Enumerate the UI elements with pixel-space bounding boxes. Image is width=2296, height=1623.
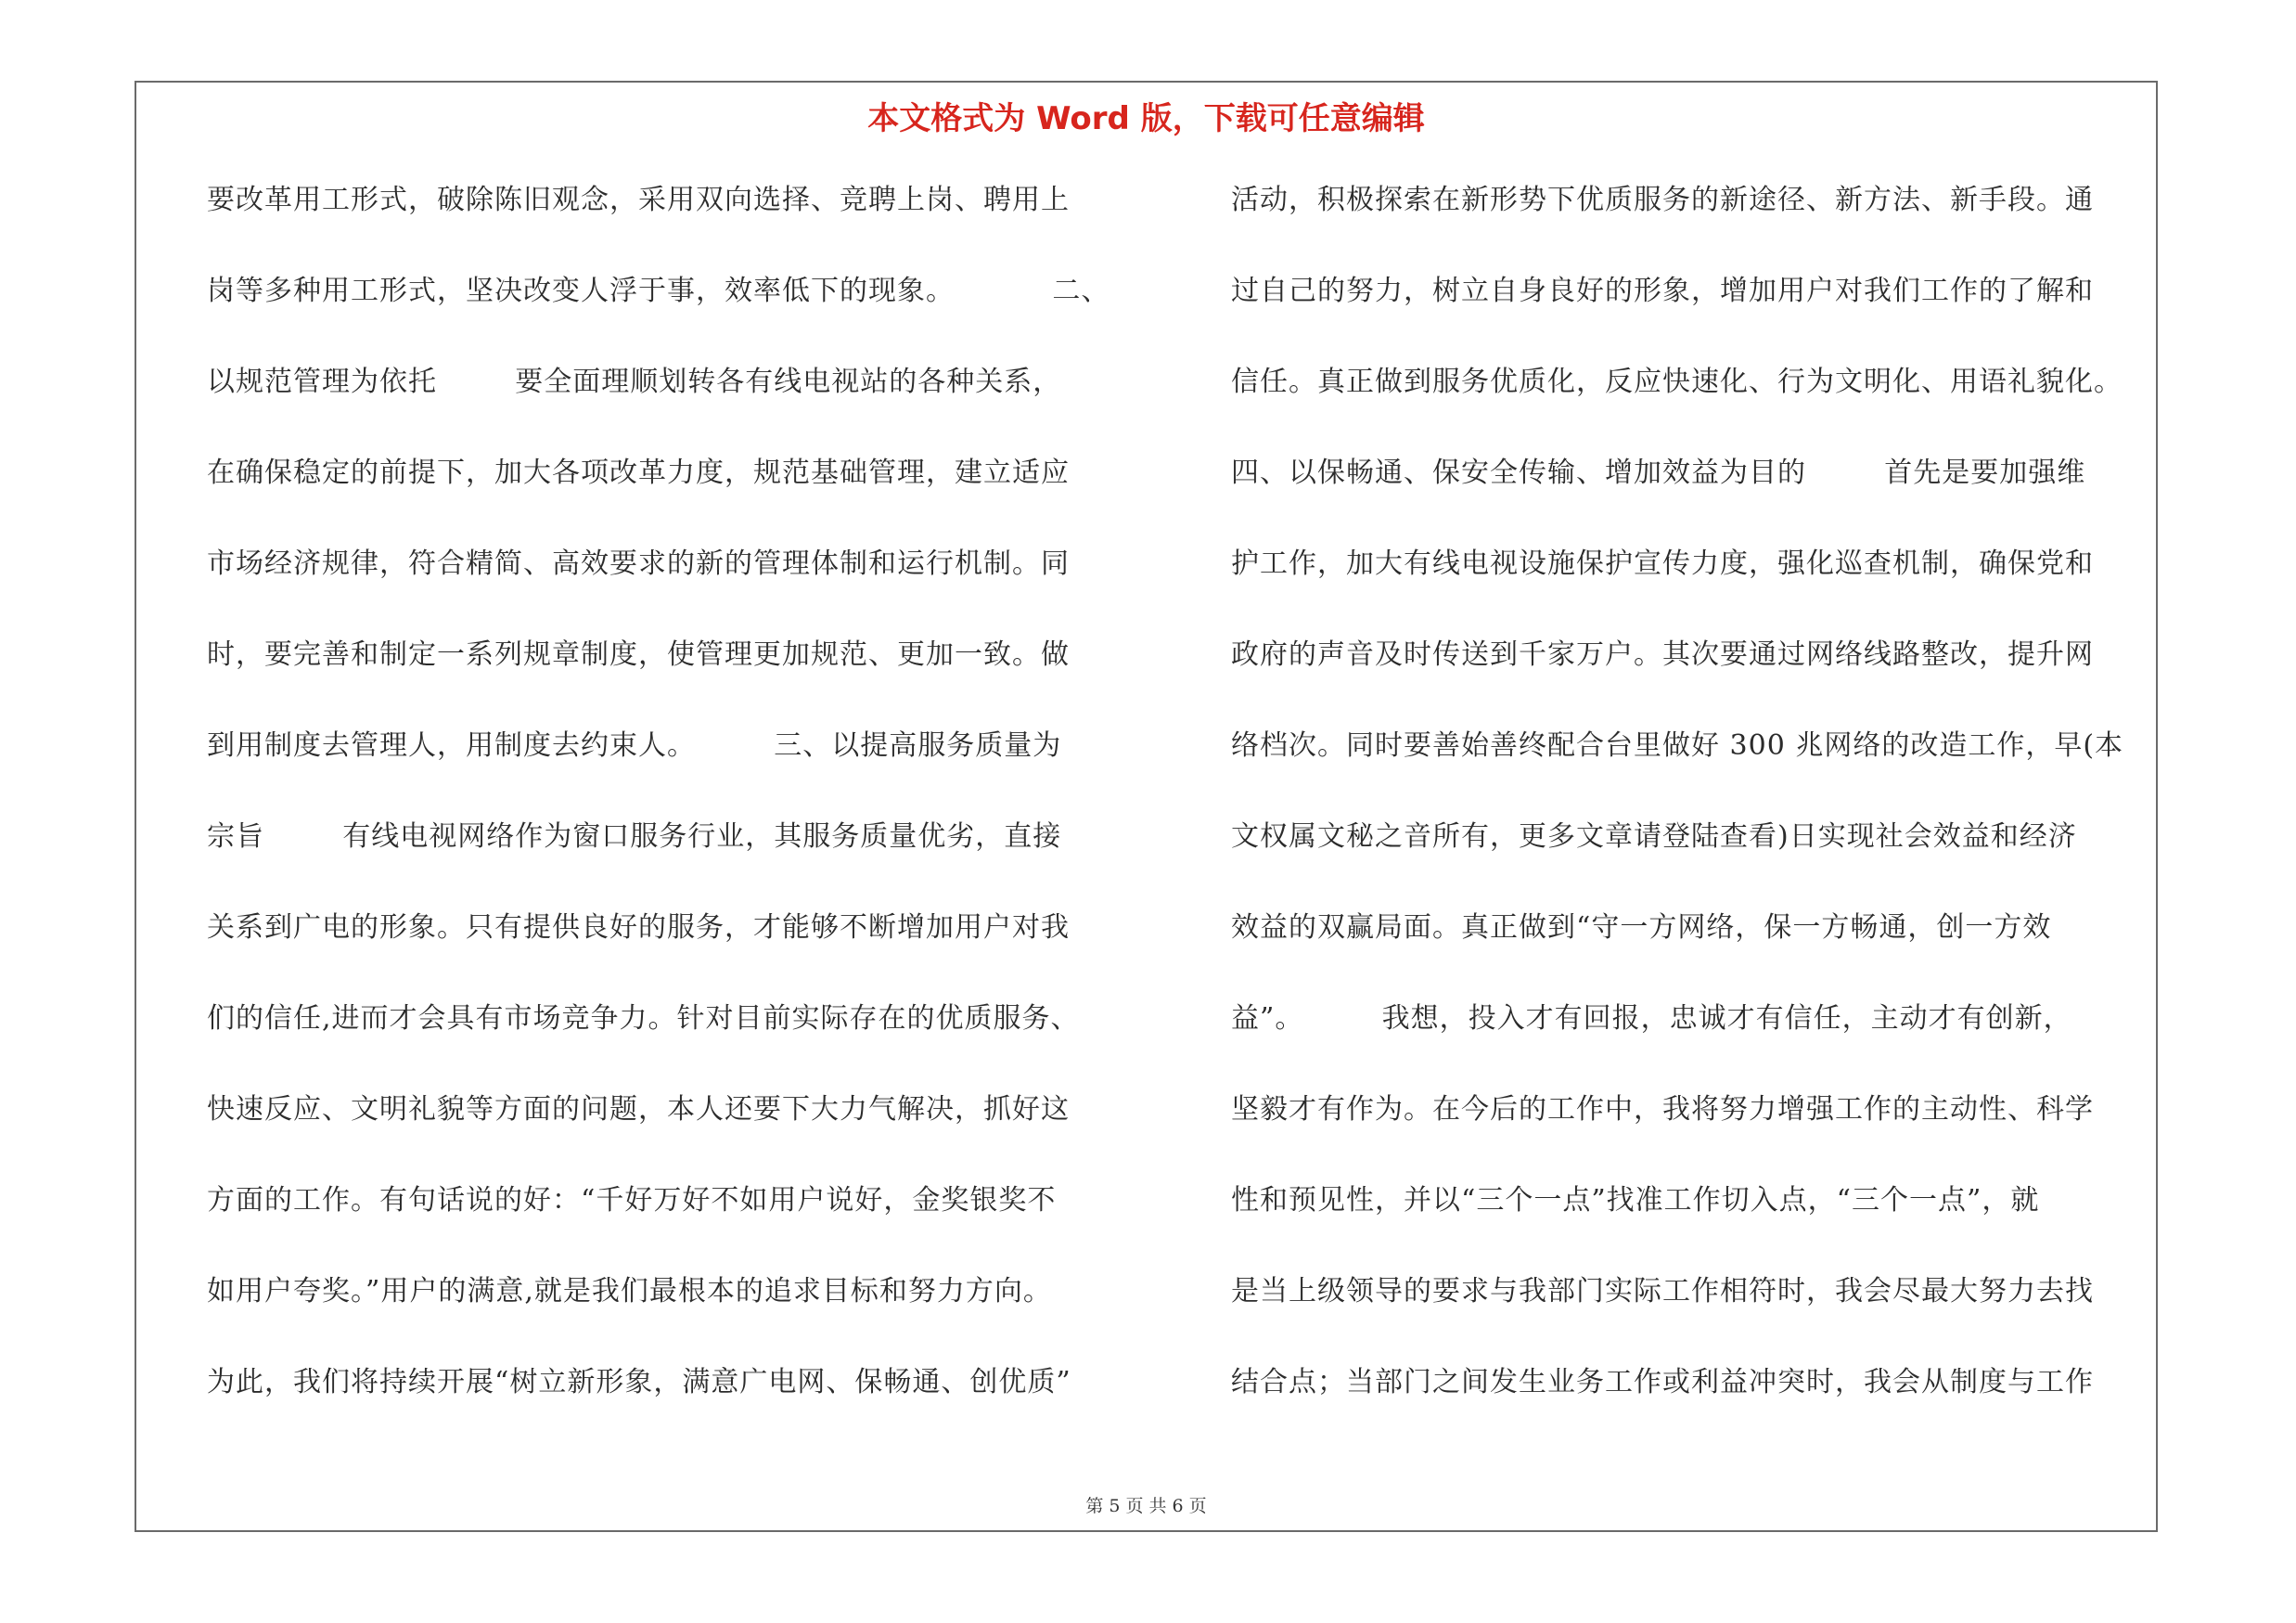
text-line: 市场经济规律，符合精简、高效要求的新的管理体制和运行机制。同 (207, 547, 1070, 580)
text-line: 过自己的努力，树立自身良好的形象，增加用户对我们工作的了解和 (1231, 275, 2094, 307)
page-frame (135, 81, 2158, 1532)
text-line: 文权属文秘之音所有，更多文章请登陆查看)日实现社会效益和经济 (1231, 820, 2077, 853)
text-line: 关系到广电的形象。只有提供良好的服务，才能够不断增加用户对我 (207, 911, 1070, 944)
text-line: 快速反应、文明礼貌等方面的问题，本人还要下大力气解决，抓好这 (207, 1093, 1070, 1126)
text-line: 岗等多种用工形式，坚决改变人浮于事，效率低下的现象。 二、 (207, 275, 1110, 307)
text-line: 时，要完善和制定一系列规章制度，使管理更加规范、更加一致。做 (207, 638, 1070, 671)
text-line: 结合点；当部门之间发生业务工作或利益冲突时，我会从制度与工作 (1231, 1366, 2094, 1398)
text-line: 到用制度去管理人，用制度去约束人。 三、以提高服务质量为 (207, 729, 1062, 762)
text-line: 益”。 我想，投入才有回报，忠诚才有信任，主动才有创新， (1231, 1002, 2072, 1035)
text-line: 活动，积极探索在新形势下优质服务的新途径、新方法、新手段。通 (1231, 184, 2094, 216)
text-line: 为此，我们将持续开展“树立新形象，满意广电网、保畅通、创优质” (207, 1366, 1071, 1398)
text-line: 方面的工作。有句话说的好：“千好万好不如用户说好，金奖银奖不 (207, 1184, 1057, 1217)
text-line: 要改革用工形式，破除陈旧观念，采用双向选择、竞聘上岗、聘用上 (207, 184, 1070, 216)
text-line: 护工作，加大有线电视设施保护宣传力度，强化巡查机制，确保党和 (1231, 547, 2094, 580)
page-number-footer: 第 5 页 共 6 页 (1085, 1496, 1207, 1516)
text-line: 坚毅才有作为。在今后的工作中，我将努力增强工作的主动性、科学 (1231, 1093, 2094, 1126)
text-line: 性和预见性，并以“三个一点”找准工作切入点，“三个一点”，就 (1231, 1184, 2040, 1217)
text-line: 在确保稳定的前提下，加大各项改革力度，规范基础管理，建立适应 (207, 457, 1070, 489)
text-line: 四、以保畅通、保安全传输、增加效益为目的 首先是要加强维 (1231, 457, 2086, 489)
text-line: 们的信任,进而才会具有市场竞争力。针对目前实际存在的优质服务、 (207, 1002, 1080, 1035)
left-text-column (207, 155, 1135, 1428)
format-notice-banner: 本文格式为 Word 版，下载可任意编辑 (867, 100, 1425, 137)
text-line: 信任。真正做到服务优质化，反应快速化、行为文明化、用语礼貌化。 (1231, 366, 2123, 398)
text-line: 是当上级领导的要求与我部门实际工作相符时，我会尽最大努力去找 (1231, 1275, 2094, 1307)
text-line: 络档次。同时要善始善终配合台里做好 300 兆网络的改造工作，早(本 (1231, 729, 2124, 762)
text-line: 如用户夸奖。”用户的满意,就是我们最根本的追求目标和努力方向。 (207, 1275, 1052, 1307)
text-line: 宗旨 有线电视网络作为窗口服务行业，其服务质量优劣，直接 (207, 820, 1062, 853)
text-line: 政府的声音及时传送到千家万户。其次要通过网络线路整改，提升网 (1231, 638, 2094, 671)
text-line: 效益的双赢局面。真正做到“守一方网络，保一方畅通，创一方效 (1231, 911, 2052, 944)
text-line: 以规范管理为依托 要全面理顺划转各有线电视站的各种关系， (207, 366, 1062, 398)
right-text-column (1231, 155, 2159, 1428)
